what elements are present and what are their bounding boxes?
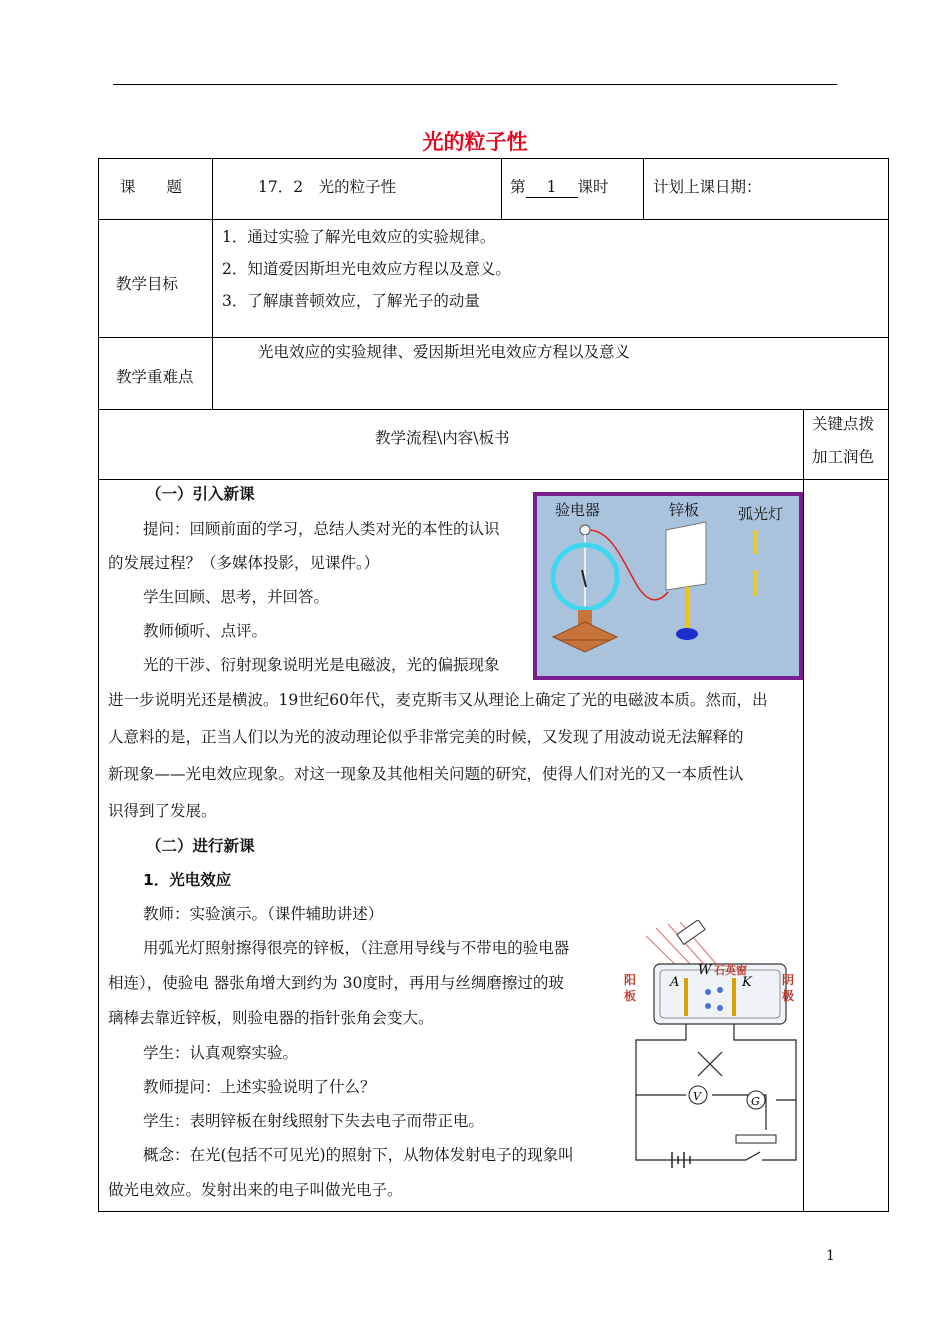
rheostat bbox=[736, 1135, 776, 1143]
label-electroscope: 验电器 bbox=[555, 501, 601, 519]
table-border-right bbox=[888, 158, 889, 1212]
table-border-left bbox=[98, 158, 99, 1212]
table-rule bbox=[643, 158, 644, 219]
label-W: W bbox=[698, 963, 712, 978]
label-anode-1: 阳 bbox=[624, 973, 637, 987]
objective-item: 3．了解康普顿效应，了解光子的动量 bbox=[222, 292, 480, 310]
label-zinc-plate: 锌板 bbox=[669, 501, 700, 519]
cathode-plate bbox=[732, 978, 736, 1016]
table-rule bbox=[212, 158, 213, 409]
paragraph-line: 做光电效应。发射出来的电子叫做光电子。 bbox=[108, 1181, 403, 1199]
paragraph-line: 学生：认真观察实验。 bbox=[143, 1044, 299, 1062]
table-rule bbox=[98, 219, 889, 220]
subsection-heading: 1．光电效应 bbox=[143, 871, 232, 889]
label-cathode-2: 极 bbox=[782, 989, 795, 1003]
paragraph-line: 学生回顾、思考，并回答。 bbox=[143, 588, 330, 606]
paragraph-line: 概念：在光(包括不可见光)的照射下，从物体发射电子的现象叫 bbox=[143, 1146, 574, 1164]
paragraph-line: 人意料的是，正当人们以为光的波动理论似乎非常完美的时候，又发现了用波动说无法解释的 bbox=[108, 728, 744, 746]
paragraph-line: 的发展过程？（多媒体投影，见课件。） bbox=[108, 554, 380, 572]
table-rule bbox=[98, 479, 889, 480]
table-rule bbox=[501, 158, 502, 219]
paragraph-line: 教师倾听、点评。 bbox=[143, 622, 268, 640]
paragraph-line: 璃棒去靠近锌板，则验电器的指针张角会变大。 bbox=[108, 1009, 434, 1027]
table-border-bottom bbox=[98, 1211, 889, 1212]
paragraph-line: 教师提问：上述实验说明了什么？ bbox=[143, 1078, 376, 1096]
side-header-polish: 加工润色 bbox=[812, 448, 875, 466]
paragraph-line: 新现象——光电效应现象。对这一现象及其他相关问题的研究，使得人们对光的又一本质性认 bbox=[108, 765, 744, 783]
difficulty-text: 光电效应的实验规律、爱因斯坦光电效应方程以及意义 bbox=[258, 343, 631, 361]
objectives-label: 教学目标 bbox=[116, 275, 179, 293]
label-G: G bbox=[751, 1095, 760, 1108]
label-anode-2: 板 bbox=[624, 989, 637, 1003]
paragraph-line: 光的干涉、衍射现象说明光是电磁波，光的偏振现象 bbox=[143, 656, 500, 674]
table-rule bbox=[98, 337, 889, 338]
period-field bbox=[510, 177, 609, 198]
label-cathode-1: 阴 bbox=[782, 973, 795, 987]
section1-heading: （一）引入新课 bbox=[146, 485, 255, 503]
header-rule bbox=[113, 84, 837, 85]
flow-header: 教学流程\内容\板书 bbox=[375, 429, 510, 447]
objective-item: 1．通过实验了解光电效应的实验规律。 bbox=[222, 228, 496, 246]
period-prefix: 第 bbox=[510, 178, 526, 196]
table-rule bbox=[803, 409, 804, 1212]
date-label: 计划上课日期： bbox=[653, 178, 762, 196]
label-K: K bbox=[742, 975, 752, 990]
paragraph-line: 学生：表明锌板在射线照射下失去电子而带正电。 bbox=[143, 1112, 485, 1130]
table-border-top bbox=[98, 158, 889, 159]
label-A: A bbox=[670, 975, 680, 990]
paragraph-line: 相连），使验电 器张角增大到约为 30度时，再用与丝绸磨擦过的玻 bbox=[108, 974, 564, 992]
topic-label: 课 题 bbox=[120, 178, 183, 196]
page-number: 1 bbox=[826, 1248, 835, 1264]
difficulty-label: 教学重难点 bbox=[116, 368, 194, 386]
paragraph-line: 进一步说明光还是横波。19世纪60年代，麦克斯韦又从理论上确定了光的电磁波本质。然而，出 bbox=[108, 691, 768, 709]
label-V: V bbox=[693, 1090, 701, 1103]
paragraph-line: 识得到了发展。 bbox=[108, 802, 217, 820]
period-suffix: 课时 bbox=[577, 178, 609, 196]
table-rule bbox=[98, 409, 889, 410]
photoelectric-circuit-figure bbox=[616, 920, 802, 1172]
paragraph-line: 教师：实验演示。（课件辅助讲述） bbox=[143, 905, 384, 923]
page-title: 光的粒子性 bbox=[422, 130, 528, 154]
paragraph-line: 用弧光灯照射擦得很亮的锌板，（注意用导线与不带电的验电器 bbox=[143, 939, 570, 957]
side-header-key: 关键点拨 bbox=[812, 415, 875, 433]
paragraph-line: 提问：回顾前面的学习，总结人类对光的本性的认识 bbox=[143, 520, 500, 538]
topic-value: 17．2 光的粒子性 bbox=[258, 178, 397, 196]
switch bbox=[746, 1152, 760, 1160]
anode-plate bbox=[684, 978, 688, 1016]
period-value: 1 bbox=[526, 177, 578, 198]
section2-heading: （二）进行新课 bbox=[146, 837, 255, 855]
label-quartz-window: 石英窗 bbox=[714, 964, 747, 977]
label-arc-lamp: 弧光灯 bbox=[738, 505, 784, 523]
electroscope-figure bbox=[533, 492, 803, 680]
objective-item: 2．知道爱因斯坦光电效应方程以及意义。 bbox=[222, 260, 511, 278]
